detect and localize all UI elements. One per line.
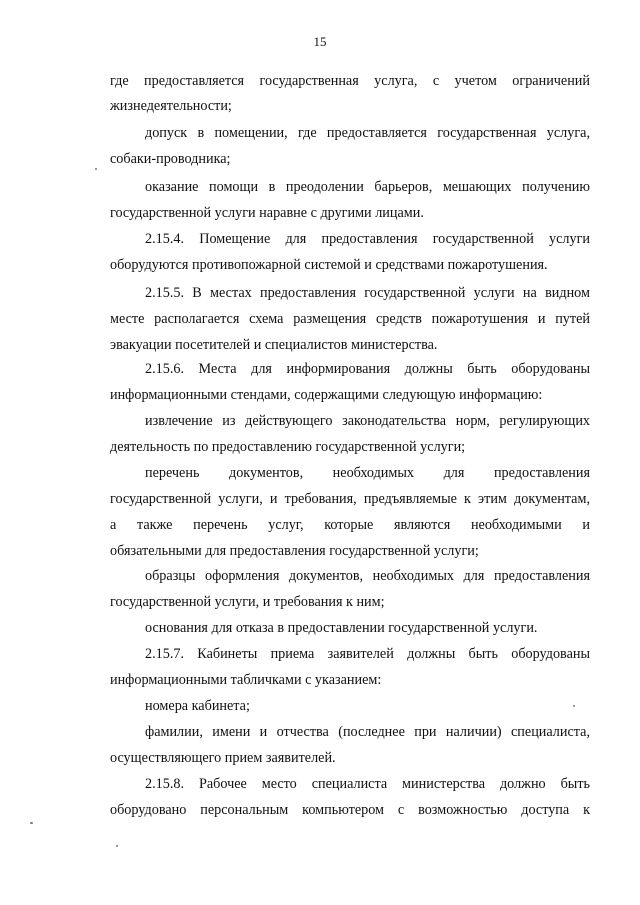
text-line: обязательными для предоставления государственной услуги; xyxy=(110,543,479,559)
scan-speck xyxy=(30,822,33,824)
text-line: основания для отказа в предоставлении государственной услуги. xyxy=(145,620,538,636)
text-line: допуск в помещении, где предоставляется государственная услуга, xyxy=(145,125,590,141)
text-line: фамилии, имени и отчества (последнее при наличии) специалиста, xyxy=(145,724,590,740)
scan-speck xyxy=(573,705,575,707)
text-line: государственной услуги, и требования к ним; xyxy=(110,594,385,610)
text-line: 2.15.7. Кабинеты приема заявителей должны быть оборудованы xyxy=(145,646,590,662)
text-line: эвакуации посетителей и специалистов министерства. xyxy=(110,337,438,353)
scan-speck xyxy=(95,168,97,170)
text-line: оборудовано персональным компьютером с возможностью доступа к xyxy=(110,802,590,818)
text-line: а также перечень услуг, которые являются необходимыми и xyxy=(110,517,590,533)
text-line: месте располагается схема размещения средств пожаротушения и путей xyxy=(110,311,590,327)
text-line: извлечение из действующего законодательства норм, регулирующих xyxy=(145,413,590,429)
text-line: образцы оформления документов, необходимых для предоставления xyxy=(145,568,590,584)
text-line: 2.15.6. Места для информирования должны быть оборудованы xyxy=(145,361,590,377)
text-line: собаки-проводника; xyxy=(110,151,231,167)
text-line: номера кабинета; xyxy=(145,698,250,714)
text-line: государственной услуги, и требования, предъявляемые к этим документам, xyxy=(110,491,590,507)
text-line: жизнедеятельности; xyxy=(110,98,232,114)
text-line: информационными стендами, содержащими следующую информацию: xyxy=(110,387,543,403)
text-line: перечень документов, необходимых для предоставления xyxy=(145,465,590,481)
scan-speck xyxy=(116,845,118,847)
text-line: 2.15.4. Помещение для предоставления государственной услуги xyxy=(145,231,590,247)
text-line: 2.15.8. Рабочее место специалиста министерства должно быть xyxy=(145,776,590,792)
text-line: осуществляющего прием заявителей. xyxy=(110,750,336,766)
text-line: информационными табличками с указанием: xyxy=(110,672,382,688)
text-line: где предоставляется государственная услуга, с учетом ограничений xyxy=(110,73,590,89)
text-line: 2.15.5. В местах предоставления государственной услуги на видном xyxy=(145,285,590,301)
text-line: оборудуются противопожарной системой и средствами пожаротушения. xyxy=(110,257,548,273)
text-line: государственной услуги наравне с другими лицами. xyxy=(110,205,424,221)
text-line: оказание помощи в преодолении барьеров, мешающих получению xyxy=(145,179,590,195)
page-number: 15 xyxy=(313,34,327,49)
text-line: деятельность по предоставлению государственной услуги; xyxy=(110,439,466,455)
